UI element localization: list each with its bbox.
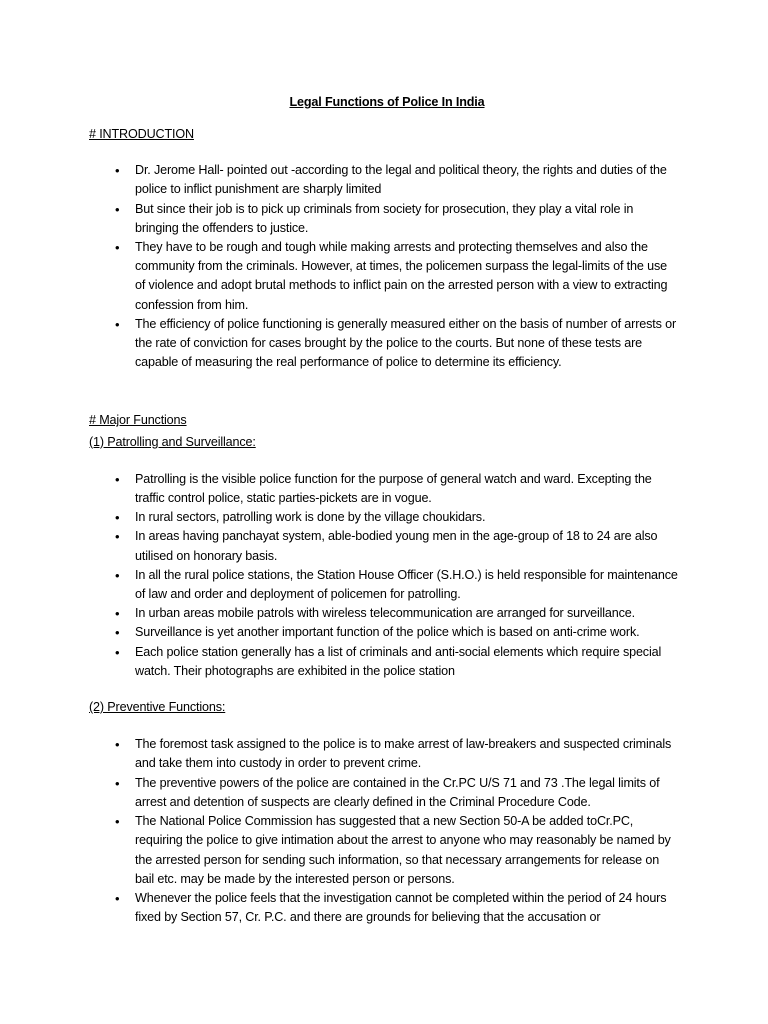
list-item-text: The National Police Commission has suggested that a new Section 50-A be added toCr.PC, requiring the police to give intimation about the arrest to anyone who may reasonably be named by the arrested person for sending such information, so that necessary arrangements for release on bail etc. may be made by the interested person or persons. <box>135 814 671 886</box>
list-item-text: Whenever the police feels that the investigation cannot be completed within the period of 24 hours fixed by Section 57, Cr. P.C. and there are grounds for believing that the accusation or <box>135 890 667 925</box>
bullet-icon: • <box>115 814 120 830</box>
list-item-text: They have to be rough and tough while making arrests and protecting themselves and also the community from the criminals. However, at times, the policemen surpass the legal-limits of the use of violence and adopt brutal methods to inflict pain on the arrested person with a view to extracting confession from him. <box>135 240 668 312</box>
list-item <box>89 566 679 604</box>
list-item-text: But since their job is to pick up criminals from society for prosecution, they play a vital role in bringing the offenders to justice. <box>135 201 634 235</box>
list-item-text: Dr. Jerome Hall- pointed out -according to the legal and political theory, the rights and duties of the police to inflict punishment are sharply limited <box>135 163 667 197</box>
bullet-icon: • <box>115 510 120 526</box>
list-item <box>89 238 679 315</box>
list-item-text: Surveillance is yet another important function of the police which is based on anti-crime work. <box>135 625 640 640</box>
bullet-icon: • <box>115 625 120 641</box>
list-item <box>89 470 679 508</box>
list-item <box>89 623 679 642</box>
list-item <box>89 527 679 565</box>
list-item-text: In areas having panchayat system, able-bodied young men in the age-group of 18 to 24 are also utilised on honorary basis. <box>135 529 658 563</box>
list-item-text: In all the rural police stations, the Station House Officer (S.H.O.) is held responsible for maintenance of law and order and deployment of policemen for patrolling. <box>135 567 678 602</box>
introduction-heading: # INTRODUCTION <box>89 127 194 141</box>
bullet-icon: • <box>115 163 120 179</box>
bullet-icon: • <box>115 890 120 906</box>
major-functions-heading: # Major Functions <box>89 413 187 428</box>
patrolling-surveillance-list <box>89 470 679 681</box>
preventive-functions-heading: (2) Preventive Functions: <box>89 700 226 715</box>
list-item <box>89 643 679 681</box>
bullet-icon: • <box>115 644 120 660</box>
list-item <box>89 812 679 889</box>
list-item-text: In rural sectors, patrolling work is done by the village choukidars. <box>135 510 486 525</box>
list-item <box>89 315 679 373</box>
bullet-icon: • <box>115 606 120 622</box>
bullet-icon: • <box>115 567 120 583</box>
list-item <box>89 889 679 927</box>
list-item <box>89 508 679 527</box>
list-item <box>89 604 679 623</box>
bullet-icon: • <box>115 775 120 791</box>
list-item-text: The efficiency of police functioning is generally measured either on the basis of number of arrests or the rate of conviction for cases brought by the police to the courts. But none of these tests are capable of measuring the real performance of police to determine its efficiency. <box>135 316 676 370</box>
bullet-icon: • <box>115 737 120 753</box>
introduction-list <box>89 161 679 372</box>
bullet-icon: • <box>115 240 120 256</box>
preventive-functions-list <box>89 735 679 927</box>
list-item <box>89 161 679 199</box>
list-item-text: Patrolling is the visible police function for the purpose of general watch and ward. Excepting the traffic control police, static parties-pickets are in vogue. <box>135 471 652 506</box>
list-item-text: In urban areas mobile patrols with wireless telecommunication are arranged for surveillance. <box>135 606 635 621</box>
document-body <box>89 93 679 927</box>
document-title: Legal Functions of Police In India <box>289 95 485 109</box>
bullet-icon: • <box>115 201 120 217</box>
bullet-icon: • <box>115 316 120 332</box>
list-item-text: The foremost task assigned to the police is to make arrest of law-breakers and suspected criminals and take them into custody in order to prevent crime. <box>135 737 672 771</box>
list-item-text: Each police station generally has a list of criminals and anti-social elements which require special watch. Their photographs are exhibited in the police station <box>135 644 662 678</box>
list-item <box>89 200 679 238</box>
bullet-icon: • <box>115 471 120 487</box>
list-item <box>89 774 679 812</box>
patrolling-surveillance-heading: (1) Patrolling and Surveillance: <box>89 434 256 449</box>
list-item <box>89 735 679 773</box>
list-item-text: The preventive powers of the police are contained in the Cr.PC U/S 71 and 73 .The legal limits of arrest and detention of suspects are clearly defined in the Criminal Procedure Code. <box>135 775 660 809</box>
bullet-icon: • <box>115 529 120 545</box>
